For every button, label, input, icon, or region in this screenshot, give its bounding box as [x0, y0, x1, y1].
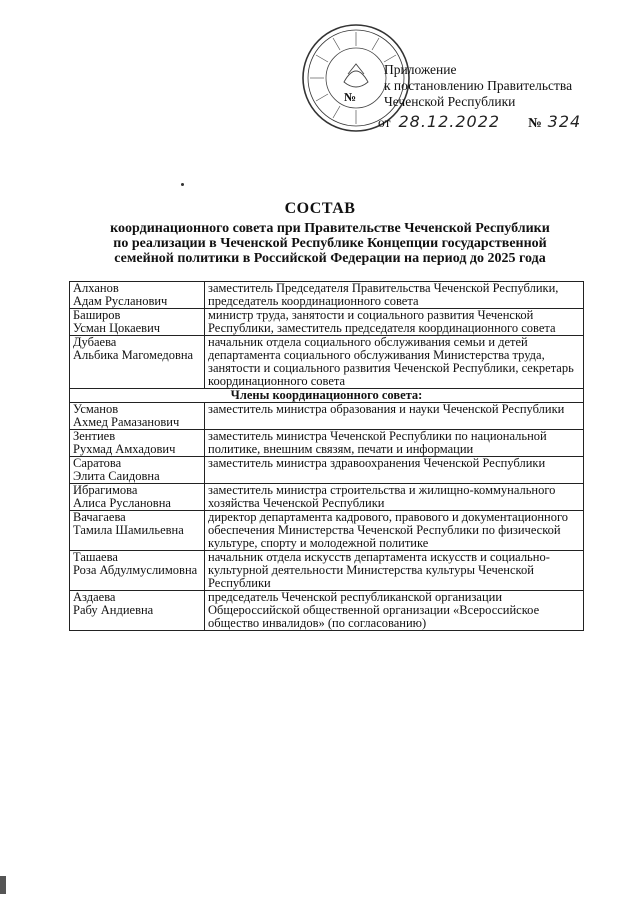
subtitle-line-3: семейной политики в Российской Федерации на период до 2025 года	[114, 251, 546, 266]
member-name-cell	[70, 591, 205, 631]
member-surname: Баширов	[73, 308, 121, 322]
member-name-cell	[70, 457, 205, 484]
resolution-date-line	[378, 112, 581, 131]
resolution-number: 324	[547, 112, 582, 131]
member-given-name: Адам Русланович	[73, 294, 168, 308]
member-given-name: Тамила Шамильевна	[73, 523, 184, 537]
member-role: заместитель министра Чеченской Республики по национальной политике, внешним связям, печати и информации	[205, 430, 584, 457]
table-row	[70, 551, 584, 591]
date-prefix: от	[378, 115, 391, 130]
member-role: начальник отдела социального обслуживания семьи и детей департамента социального обслуживания Министерства труда, занятости и социального развития Чеченской Республики, секретарь координационного совета	[205, 336, 584, 389]
member-surname: Аздаева	[73, 590, 116, 604]
member-name-cell	[70, 403, 205, 430]
scan-edge-mark	[0, 876, 6, 894]
member-name-cell	[70, 551, 205, 591]
subtitle-line-2: по реализации в Чеченской Республике Концепции государственной	[113, 236, 547, 251]
member-surname: Алханов	[73, 281, 119, 295]
member-given-name: Элита Саидовна	[73, 469, 160, 483]
table-row	[70, 591, 584, 631]
member-given-name: Рухмад Амхадович	[73, 442, 176, 456]
member-surname: Вачагаева	[73, 510, 126, 524]
member-role: заместитель министра строительства и жилищно-коммунального хозяйства Чеченской Республики	[205, 484, 584, 511]
member-role: заместитель министра здравоохранения Чеченской Республики	[205, 457, 584, 484]
number-sign: №	[528, 115, 542, 130]
member-given-name: Рабу Андиевна	[73, 603, 154, 617]
table-row	[70, 430, 584, 457]
document-title: СОСТАВ	[284, 200, 356, 217]
member-surname: Ташаева	[73, 550, 118, 564]
table-row	[70, 484, 584, 511]
member-name-cell	[70, 430, 205, 457]
resolution-date: 28.12.2022	[398, 112, 501, 131]
member-given-name: Ахмед Рамазанович	[73, 415, 180, 429]
member-surname: Саратова	[73, 456, 122, 470]
member-role: заместитель Председателя Правительства Чеченской Республики, председатель координационного совета	[205, 282, 584, 309]
table-row	[70, 457, 584, 484]
member-given-name: Алиса Руслановна	[73, 496, 171, 510]
member-role: начальник отдела искусств департамента искусств и социально-культурной деятельности Министерства культуры Чеченской Республики	[205, 551, 584, 591]
member-name-cell	[70, 511, 205, 551]
table-row	[70, 309, 584, 336]
member-role: директор департамента кадрового, правового и документационного обеспечения Министерства Чеченской Республики по физической культуре, спорту и молодежной политике	[205, 511, 584, 551]
member-name-cell	[70, 484, 205, 511]
member-role: министр труда, занятости и социального развития Чеченской Республики, заместитель председателя координационного совета	[205, 309, 584, 336]
member-surname: Зентиев	[73, 429, 116, 443]
member-surname: Усманов	[73, 402, 119, 416]
member-given-name: Усман Цокаевич	[73, 321, 161, 335]
appendix-line-1: Приложение	[384, 62, 457, 77]
document-subtitle	[60, 221, 600, 266]
appendix-line-3: Чеченской Республики	[384, 94, 516, 109]
member-name-cell	[70, 309, 205, 336]
member-surname: Ибрагимова	[73, 483, 138, 497]
subtitle-line-1: координационного совета при Правительстве Чеченской Республики	[110, 221, 550, 236]
seal-number-label: №	[344, 90, 357, 104]
member-role: председатель Чеченской республиканской организации Общероссийской общественной организации «Всероссийское общество инвалидов» (по согласованию)	[205, 591, 584, 631]
table-row	[70, 511, 584, 551]
stray-mark	[181, 183, 184, 186]
member-name-cell	[70, 282, 205, 309]
member-given-name: Роза Абдулмуслимовна	[73, 563, 198, 577]
table-row	[70, 403, 584, 430]
member-name-cell	[70, 336, 205, 389]
table-row	[70, 282, 584, 309]
appendix-line-2: к постановлению Правительства	[384, 78, 573, 93]
member-given-name: Альбика Магомедовна	[73, 348, 194, 362]
members-heading: Члены координационного совета:	[70, 389, 584, 403]
section-row	[70, 389, 584, 403]
appendix-block	[384, 62, 572, 110]
member-surname: Дубаева	[73, 335, 117, 349]
table-row	[70, 336, 584, 389]
member-role: заместитель министра образования и науки Чеченской Республики	[205, 403, 584, 430]
council-roster-table	[69, 281, 584, 631]
